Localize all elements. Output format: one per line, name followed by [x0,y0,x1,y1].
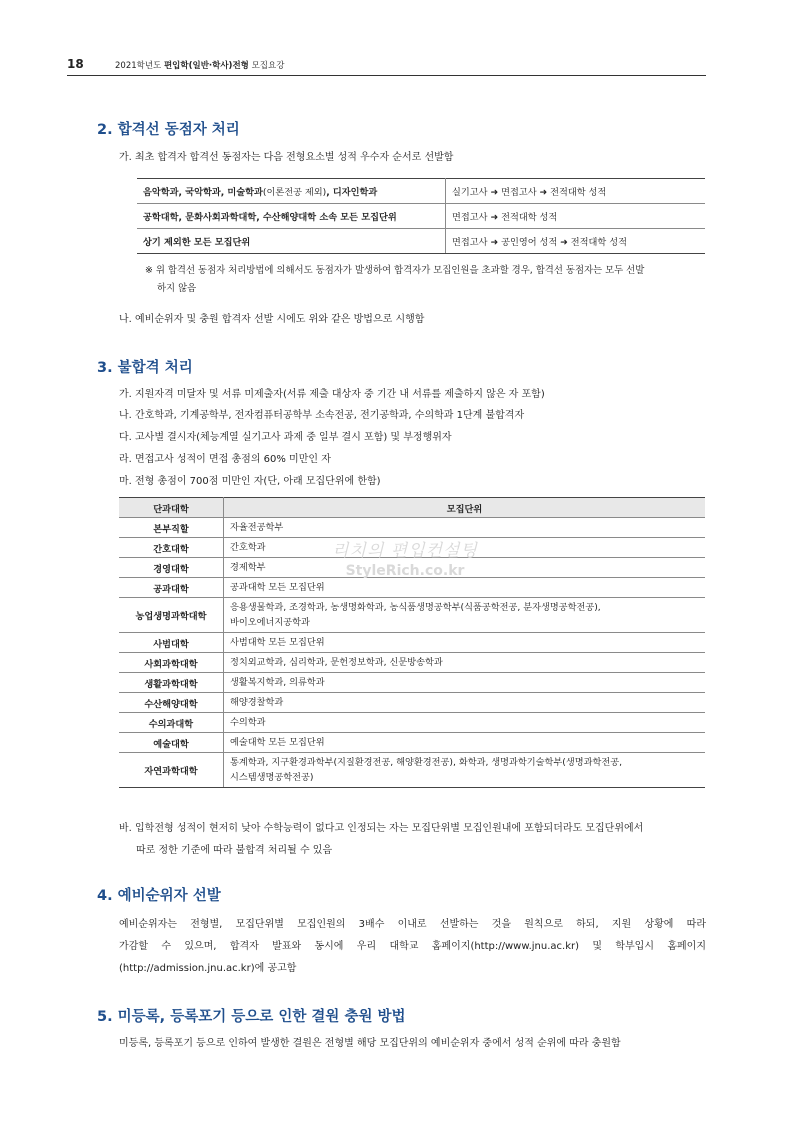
section-3-item-ma: 마. 전형 총점이 700점 미만인 자(단, 아래 모집단위에 한함) [119,476,381,487]
college-cell: 사범대학 [119,633,224,653]
college-cell: 자연과학대학 [119,753,224,788]
section-3-item-ga: 가. 지원자격 미달자 및 서류 미제출자(서류 제출 대상자 중 기간 내 서류를 제출하지 않은 자 포함) [119,389,545,400]
tiebreak-table [137,178,705,254]
tiebreak-order: 면접고사 ➜ 전적대학 성적 [446,204,706,229]
college-cell: 생활과학대학 [119,673,224,693]
section-2-item-ga: 가. 최초 합격자 합격선 동점자는 다음 전형요소별 성적 우수자 순서로 선발함 [119,152,454,163]
unit-cell: 간호학과 [224,538,706,558]
arrow-right-icon: ➜ [490,237,499,248]
unit-cell: 통계학과, 지구환경과학부(지질환경전공, 해양환경전공), 화학과, 생명과학기술학부(생명과학전공, 시스템생명공학전공) [224,753,706,788]
unit-cell: 생활복지학과, 의류학과 [224,673,706,693]
section-2-item-na: 나. 예비순위자 및 충원 합격자 선발 시에도 위와 같은 방법으로 시행함 [119,314,425,325]
college-cell: 수산해양대학 [119,693,224,713]
tiebreak-row [137,179,705,204]
tiebreak-order: 면접고사 ➜ 공인영어 성적 ➜ 전적대학 성적 [446,229,706,254]
table-row [119,713,705,733]
table-row [119,578,705,598]
college-cell: 간호대학 [119,538,224,558]
table-row [119,693,705,713]
header-college: 단과대학 [119,498,224,518]
unit-cell: 예술대학 모든 모집단위 [224,733,706,753]
arrow-right-icon: ➜ [490,212,499,223]
section-3-item-ba: 바. 입학전형 성적이 현저히 낮아 수학능력이 없다고 인정되는 자는 모집단위별 모집인원내에 포함되더라도 모집단위에서 따로 정한 기준에 따라 불합격 처리될 수 있음 [119,823,644,856]
unit-cell: 응용생물학과, 조경학과, 농생명화학과, 농식품생명공학부(식품공학전공, 분자생명공학전공), 바이오에너지공학과 [224,598,706,633]
college-cell: 예술대학 [119,733,224,753]
header-title: 2021학년도 편입학(일반·학사)전형 모집요강 [115,61,285,71]
section-2-title: 2. 합격선 동점자 처리 [97,122,240,138]
table-row [119,753,705,788]
unit-cell: 자율전공학부 [224,518,706,538]
header-unit: 모집단위 [224,498,706,518]
unit-cell: 수의학과 [224,713,706,733]
arrow-right-icon: ➜ [490,187,499,198]
table-row [119,633,705,653]
table-row [119,653,705,673]
arrow-right-icon: ➜ [539,187,548,198]
section-5-body: 미등록, 등록포기 등으로 인하여 발생한 결원은 전형별 해당 모집단위의 예비순위자 중에서 성적 순위에 따라 충원함 [119,1038,621,1049]
table-row [119,673,705,693]
college-cell: 농업생명과학대학 [119,598,224,633]
section-5-title: 5. 미등록, 등록포기 등으로 인한 결원 충원 방법 [97,1009,406,1025]
arrow-right-icon: ➜ [560,237,568,248]
unit-cell: 정치외교학과, 심리학과, 문헌정보학과, 신문방송학과 [224,653,706,673]
college-cell: 사회과학대학 [119,653,224,673]
tiebreak-category: 공학대학, 문화사회과학대학, 수산해양대학 소속 모든 모집단위 [137,204,446,229]
table-row [119,558,705,578]
tiebreak-note: ※ 위 합격선 동점자 처리방법에 의해서도 동점자가 발생하여 합격자가 모집인원을 초과할 경우, 합격선 동점자는 모두 선발 하지 않음 [145,265,645,294]
tiebreak-category: 상기 제외한 모든 모집단위 [137,229,446,254]
unit-cell: 사범대학 모든 모집단위 [224,633,706,653]
tiebreak-category: 음악학과, 국악학과, 미술학과(이론전공 제외), 디자인학과 [137,179,446,204]
unit-cell: 공과대학 모든 모집단위 [224,578,706,598]
college-cell: 본부직할 [119,518,224,538]
tiebreak-row [137,229,705,254]
college-cell: 수의과대학 [119,713,224,733]
section-4-body: 예비순위자는 전형별, 모집단위별 모집인원의 3배수 이내로 선발하는 것을 원칙으로 하되, 지원 상황에 따라 가감할 수 있으며, 합격자 발표와 동시에 우리 대학교 홈페이지(http://www.jnu.ac.kr) 및 학부입시 홈페이지 (http://admission.jnu.ac.kr)에 공고함 [119,919,706,974]
watermark: 리치의 편입컨설팅 StyleRich.co.kr [332,541,478,579]
section-3-item-na: 나. 간호학과, 기계공학부, 전자컴퓨터공학부 소속전공, 전기공학과, 수의학과 1단계 불합격자 [119,410,525,421]
page-number: 18 [67,57,84,71]
tiebreak-order: 실기고사 ➜ 면접고사 ➜ 전적대학 성적 [446,179,706,204]
page-header [67,56,706,76]
section-3-title: 3. 불합격 처리 [97,360,193,376]
section-3-item-ra: 라. 면접고사 성적이 면접 총점의 60% 미만인 자 [119,454,331,465]
section-3-item-da: 다. 고사별 결시자(체능계열 실기고사 과제 중 일부 결시 포함) 및 부정행위자 [119,432,452,443]
unit-cell: 경제학부 [224,558,706,578]
college-cell: 경영대학 [119,558,224,578]
college-cell: 공과대학 [119,578,224,598]
section-4-title: 4. 예비순위자 선발 [97,888,221,904]
table-row [119,733,705,753]
fail-units-table [119,497,705,788]
tiebreak-row [137,204,705,229]
table-row [119,598,705,633]
table-row [119,538,705,558]
unit-cell: 해양경찰학과 [224,693,706,713]
table-row [119,518,705,538]
